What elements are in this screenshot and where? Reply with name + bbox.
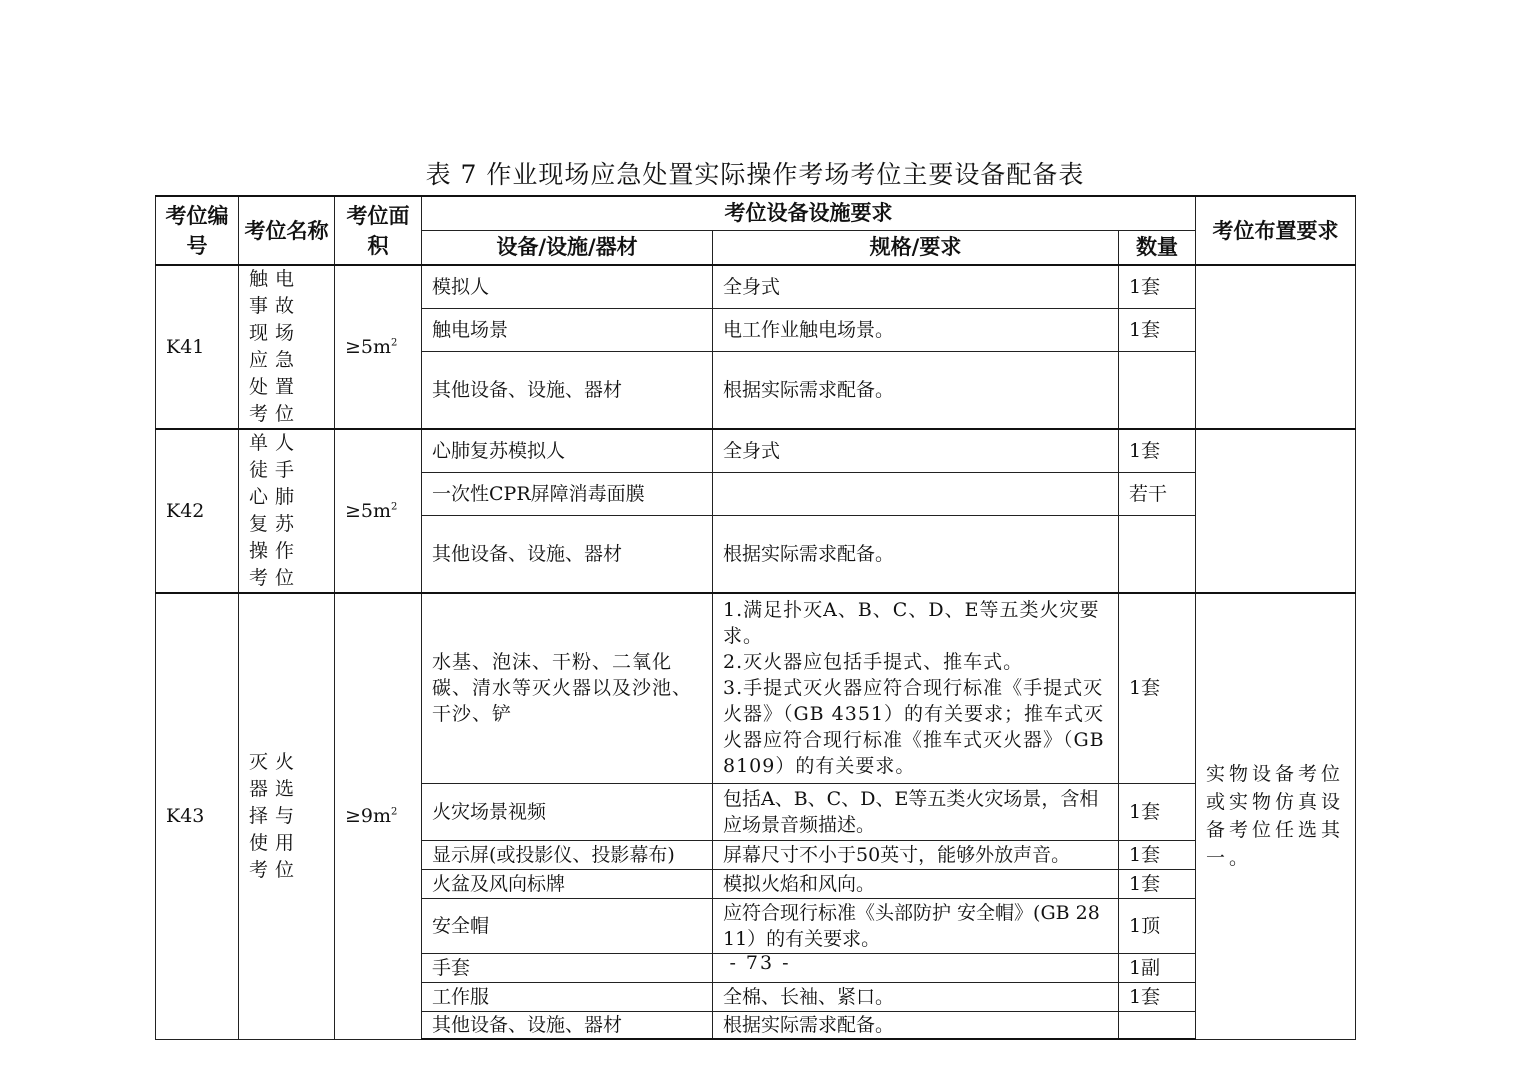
spec-cell — [713, 593, 1119, 783]
qty-cell: 1套 — [1119, 783, 1196, 840]
equipment-cell: 安全帽 — [422, 898, 713, 953]
spec-cell: 全身式 — [713, 429, 1119, 472]
header-equipment: 设备/设施/器材 — [422, 230, 713, 265]
spec-cell: 包括A、B、C、D、E等五类火灾场景，含相应场景音频描述。 — [713, 783, 1119, 840]
equipment-cell: 一次性CPR屏障消毒面膜 — [422, 472, 713, 515]
spec-line: 2.灭火器应包括手提式、推车式。 — [723, 651, 1024, 674]
qty-cell — [1119, 1011, 1196, 1039]
header-layout: 考位布置要求 — [1196, 196, 1356, 265]
spec-cell: 模拟火焰和风向。 — [713, 869, 1119, 898]
spec-line: 1.满足扑灭A、B、C、D、E等五类火灾要求。 — [723, 599, 1100, 648]
qty-cell: 1套 — [1119, 593, 1196, 783]
header-id: 考位编号 — [156, 196, 239, 265]
qty-cell: 1套 — [1119, 265, 1196, 308]
layout-cell — [1196, 429, 1356, 593]
area-value: ≥9m — [345, 805, 392, 828]
equipment-cell: 火盆及风向标牌 — [422, 869, 713, 898]
qty-cell: 1套 — [1119, 429, 1196, 472]
header-area: 考位面积 — [335, 196, 422, 265]
table-title: 表 7 作业现场应急处置实际操作考场考位主要设备配备表 — [425, 160, 1085, 189]
header-spec: 规格/要求 — [713, 230, 1119, 265]
qty-cell: 1套 — [1119, 840, 1196, 869]
equipment-cell: 显示屏(或投影仪、投影幕布) — [422, 840, 713, 869]
qty-cell: 1顶 — [1119, 898, 1196, 953]
station-name: 灭火器选择与使用考位 — [239, 593, 335, 1039]
station-area — [335, 429, 422, 593]
equipment-cell: 心肺复苏模拟人 — [422, 429, 713, 472]
table-row — [156, 265, 1356, 308]
qty-cell: 1套 — [1119, 982, 1196, 1011]
spec-cell: 根据实际需求配备。 — [713, 1011, 1119, 1039]
qty-cell — [1119, 351, 1196, 429]
equipment-cell: 火灾场景视频 — [422, 783, 713, 840]
equipment-cell: 其他设备、设施、器材 — [422, 1011, 713, 1039]
area-unit-sup: 2 — [391, 337, 398, 349]
equipment-cell: 模拟人 — [422, 265, 713, 308]
station-id: K43 — [156, 593, 239, 1039]
equipment-cell: 水基、泡沫、干粉、二氧化碳、清水等灭火器以及沙池、干沙、铲 — [422, 593, 713, 783]
layout-cell — [1196, 265, 1356, 429]
equipment-cell: 其他设备、设施、器材 — [422, 351, 713, 429]
area-unit-sup: 2 — [391, 806, 398, 818]
spec-cell: 根据实际需求配备。 — [713, 351, 1119, 429]
qty-cell — [1119, 515, 1196, 593]
table-row — [156, 593, 1356, 783]
station-id: K41 — [156, 265, 239, 429]
spec-cell: 电工作业触电场景。 — [713, 308, 1119, 351]
header-requirements-group: 考位设备设施要求 — [422, 196, 1196, 230]
area-value: ≥5m — [345, 500, 392, 522]
qty-cell: 1套 — [1119, 308, 1196, 351]
header-qty: 数量 — [1119, 230, 1196, 265]
station-area — [335, 265, 422, 429]
area-value: ≥5m — [345, 336, 392, 358]
layout-note: 实物设备考位或实物仿真设备考位任选其一。 — [1196, 593, 1356, 1039]
equipment-cell: 工作服 — [422, 982, 713, 1011]
qty-cell: 1套 — [1119, 869, 1196, 898]
equipment-cell: 手套 — [422, 953, 713, 982]
spec-cell: 全棉、长袖、紧口。 — [713, 982, 1119, 1011]
station-id: K42 — [156, 429, 239, 593]
spec-cell: 屏幕尺寸不小于50英寸，能够外放声音。 — [713, 840, 1119, 869]
table-row — [156, 429, 1356, 472]
page-number: - 73 - — [729, 952, 791, 974]
spec-line: 3.手提式灭火器应符合现行标准《手提式灭火器》（GB 4351）的有关要求；推车式灭火器应符合现行标准《推车式灭火器》（GB 8109）的有关要求。 — [723, 677, 1105, 778]
qty-cell: 若干 — [1119, 472, 1196, 515]
equipment-cell: 其他设备、设施、器材 — [422, 515, 713, 593]
spec-cell: 应符合现行标准《头部防护 安全帽》(GB 2811）的有关要求。 — [713, 898, 1119, 953]
station-name: 单人徒手心肺复苏操作考位 — [239, 429, 335, 593]
header-name: 考位名称 — [239, 196, 335, 265]
station-name: 触电事故现场应急处置考位 — [239, 265, 335, 429]
spec-cell: 全身式 — [713, 265, 1119, 308]
area-unit-sup: 2 — [391, 501, 398, 513]
spec-cell — [713, 472, 1119, 515]
equipment-cell: 触电场景 — [422, 308, 713, 351]
spec-cell: 根据实际需求配备。 — [713, 515, 1119, 593]
qty-cell: 1副 — [1119, 953, 1196, 982]
equipment-table — [155, 195, 1356, 1040]
